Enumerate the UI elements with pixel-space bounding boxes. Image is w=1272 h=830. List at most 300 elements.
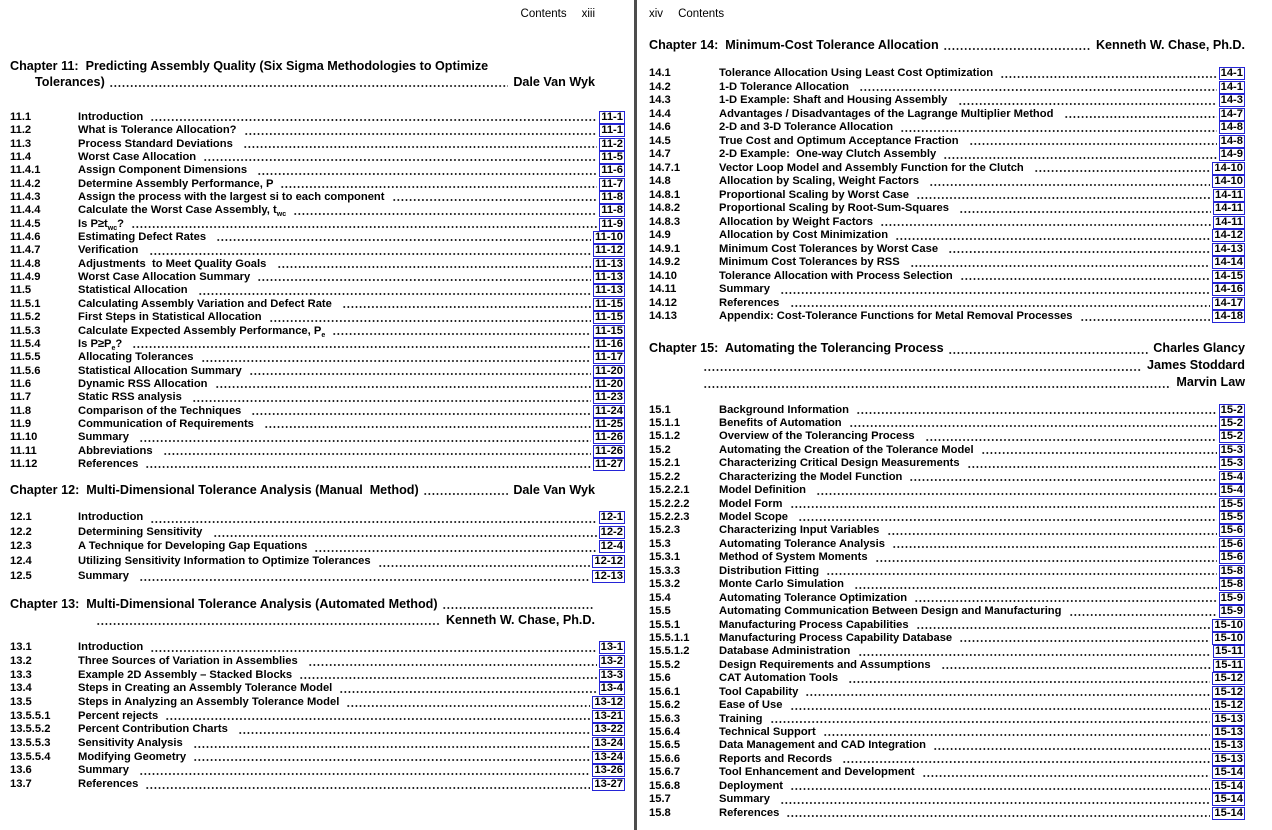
toc-row <box>10 405 625 418</box>
page-link[interactable]: 15-4 <box>1220 484 1243 497</box>
section-title: Allocation by Weight Factors <box>719 215 877 228</box>
dot-leader <box>151 118 597 122</box>
page-link[interactable]: 11-8 <box>601 191 623 204</box>
chapter-author-name: Kenneth W. Chase, Ph.D. <box>1092 38 1245 52</box>
toc-row <box>649 592 1245 605</box>
section-number: 14.6 <box>649 121 671 133</box>
toc-row <box>649 81 1245 95</box>
section-title: Technical Support <box>719 726 819 738</box>
page-link[interactable]: 14-15 <box>1214 269 1243 282</box>
section-number: 15.5 <box>649 605 671 618</box>
page-link[interactable]: 11-13 <box>595 284 623 297</box>
page-link[interactable]: 15-14 <box>1214 779 1243 792</box>
section-number: 15.3 <box>649 537 671 550</box>
page-link[interactable]: 14-11 <box>1215 202 1243 214</box>
chapter-list-right <box>649 37 1245 820</box>
section-number: 14.5 <box>649 134 671 147</box>
page-link[interactable]: 15-8 <box>1220 578 1243 591</box>
dot-leader <box>949 250 1210 254</box>
section-title: Comparison of the Techniques <box>78 404 248 417</box>
page-xiii <box>0 0 634 830</box>
toc-row <box>649 67 1245 81</box>
dot-leader <box>132 225 597 229</box>
page-link[interactable]: 15-14 <box>1214 806 1243 819</box>
section-title: References <box>719 296 786 309</box>
dot-leader <box>204 158 597 162</box>
toc-row <box>10 570 625 585</box>
dot-leader <box>193 399 591 403</box>
chapter-heading-line <box>649 340 1245 357</box>
page-link[interactable]: 13-2 <box>600 654 623 667</box>
section-title: Calculating Assembly Variation and Defect Rate <box>78 297 339 310</box>
section-title: Training <box>719 712 766 725</box>
page-link[interactable]: 14-10 <box>1214 175 1243 187</box>
toc-row <box>10 218 625 231</box>
page-link[interactable]: 13-22 <box>594 723 623 736</box>
page-link[interactable]: 15-10 <box>1214 618 1243 631</box>
section-number: 11.5.6 <box>10 364 41 377</box>
toc-row <box>649 780 1245 793</box>
page-link[interactable]: 11-24 <box>595 404 623 417</box>
toc-row <box>649 672 1245 685</box>
toc-row <box>10 696 625 710</box>
page-link[interactable]: 14-8 <box>1220 134 1243 147</box>
section-title: Three Sources of Variation in Assemblies <box>78 654 304 667</box>
toc-row <box>10 378 625 391</box>
toc-row <box>10 311 625 324</box>
toc-row <box>649 162 1245 176</box>
section-number: 11.4.7 <box>10 244 41 257</box>
section-number: 14.1 <box>649 67 671 79</box>
page-link[interactable]: 12-13 <box>594 569 623 582</box>
dot-leader <box>881 223 1211 227</box>
dot-leader <box>923 774 1211 778</box>
dot-leader <box>817 492 1216 496</box>
page-link[interactable]: 11-15 <box>595 324 623 337</box>
page-link[interactable]: 13-12 <box>594 696 623 708</box>
page-link[interactable]: 14-12 <box>1214 229 1243 241</box>
dot-leader <box>791 707 1211 711</box>
dot-leader <box>252 412 591 416</box>
section-title: Estimating Defect Rates <box>78 231 213 244</box>
page-link[interactable]: 11-2 <box>601 137 623 150</box>
page-link[interactable]: 13-1 <box>600 641 623 654</box>
page-link[interactable]: 13-24 <box>594 750 623 763</box>
page-link[interactable]: 14-3 <box>1220 94 1243 106</box>
section-title: Process Standard Deviations <box>78 137 240 150</box>
page-link[interactable]: 12-1 <box>600 511 623 524</box>
section-number: 14.8.1 <box>649 188 681 201</box>
page-link[interactable]: 11-7 <box>601 177 623 190</box>
chapter-heading <box>649 37 1245 53</box>
dot-leader <box>1065 115 1217 119</box>
page-link[interactable]: 15-5 <box>1220 497 1243 510</box>
section-title: Summary <box>78 431 136 444</box>
chapter-block <box>10 58 625 471</box>
page-link[interactable]: 11-17 <box>595 351 623 364</box>
page-link[interactable]: 13-4 <box>600 682 623 695</box>
chapter-heading <box>10 596 595 628</box>
toc-row <box>649 699 1245 712</box>
dot-leader <box>1070 613 1217 617</box>
page-link[interactable]: 11-20 <box>595 364 623 377</box>
dot-leader <box>961 277 1211 281</box>
dot-leader <box>949 351 1148 355</box>
page-link[interactable]: 12-2 <box>600 525 623 538</box>
toc-entry-list <box>10 111 625 471</box>
toc-row <box>10 271 625 284</box>
dot-leader <box>827 572 1216 576</box>
section-number: 15.5.1 <box>649 618 681 631</box>
toc-row <box>10 151 625 164</box>
toc-row <box>10 737 625 751</box>
page-link[interactable]: 14-1 <box>1220 80 1243 93</box>
section-number: 15.2 <box>649 443 671 456</box>
section-number: 15.6.1 <box>649 685 681 698</box>
section-number: 11.1 <box>10 111 32 123</box>
section-title: Assign the process with the largest si to each component <box>78 191 388 204</box>
section-title: Steps in Analyzing an Assembly Tolerance Model <box>78 696 343 708</box>
page-link[interactable]: 15-13 <box>1214 712 1243 725</box>
dot-leader <box>140 578 590 582</box>
section-number: 11.3 <box>10 137 32 150</box>
running-head-label: Contents <box>678 8 725 20</box>
page-link[interactable]: 15-12 <box>1214 672 1243 685</box>
page-link[interactable]: 15-12 <box>1214 699 1243 712</box>
section-title: Background Information <box>719 403 853 416</box>
section-title: Steps in Creating an Assembly Tolerance Model <box>78 682 336 695</box>
page-link[interactable]: 14-8 <box>1220 121 1243 133</box>
page-link[interactable]: 11-15 <box>595 311 623 324</box>
section-number: 14.9 <box>649 229 671 241</box>
section-number: 15.6.4 <box>649 726 681 738</box>
section-number: 14.7.1 <box>649 161 681 174</box>
dot-leader <box>270 319 591 323</box>
section-number: 15.1 <box>649 403 671 416</box>
section-title: What is Tolerance Allocation? <box>78 124 240 137</box>
chapter-heading-line <box>10 612 595 628</box>
toc-row <box>649 283 1245 297</box>
page-link[interactable]: 15-9 <box>1220 591 1243 604</box>
page-link[interactable]: 15-12 <box>1214 685 1243 698</box>
toc-row <box>10 723 625 737</box>
page-link[interactable]: 11-1 <box>601 124 623 137</box>
section-title-subscript: e <box>321 331 326 339</box>
toc-row <box>10 365 625 378</box>
section-number: 14.12 <box>649 296 677 309</box>
page-link[interactable]: 14-7 <box>1220 107 1243 120</box>
dot-leader <box>799 518 1216 522</box>
dot-leader <box>258 172 597 176</box>
section-title: Advantages / Disadvantages of the Lagrange Multiplier Method <box>719 107 1060 120</box>
dot-leader <box>876 559 1217 563</box>
section-number: 13.5.5.3 <box>10 737 51 750</box>
section-title: Introduction <box>78 511 147 524</box>
section-title: Minimum Cost Tolerances by RSS <box>719 256 906 268</box>
page-link[interactable]: 13-27 <box>594 778 623 791</box>
toc-row <box>649 417 1245 430</box>
section-number: 11.10 <box>10 431 38 444</box>
page-link[interactable]: 11-23 <box>595 391 623 404</box>
toc-row <box>649 94 1245 108</box>
page-link[interactable]: 14-11 <box>1215 215 1243 228</box>
dot-leader <box>309 663 597 667</box>
toc-row <box>10 641 625 655</box>
page-link[interactable]: 11-16 <box>595 337 623 350</box>
section-title: CAT Automation Tools <box>719 672 845 685</box>
section-title: Deployment <box>719 779 787 792</box>
chapter-heading <box>10 58 595 90</box>
dot-leader <box>771 720 1211 724</box>
page-link[interactable]: 11-27 <box>595 457 623 470</box>
dot-leader <box>917 626 1211 630</box>
chapter-heading-line <box>649 374 1245 391</box>
page-link[interactable]: 14-17 <box>1214 296 1243 309</box>
dot-leader <box>704 368 1142 372</box>
page-link[interactable]: 12-12 <box>594 555 623 568</box>
toc-entry-list <box>649 67 1245 324</box>
section-number: 15.6 <box>649 672 671 685</box>
section-title: First Steps in Statistical Allocation <box>78 311 265 324</box>
page-link[interactable]: 13-21 <box>594 709 623 722</box>
section-title: Model Scope <box>719 511 795 523</box>
page-link[interactable]: 11-9 <box>601 217 623 230</box>
toc-row <box>10 682 625 696</box>
dot-leader <box>855 586 1216 590</box>
page-link[interactable]: 11-8 <box>601 204 623 217</box>
toc-row <box>649 686 1245 699</box>
dot-leader <box>97 622 440 626</box>
section-title: True Cost and Optimum Acceptance Fraction <box>719 134 965 147</box>
dot-leader <box>787 814 1210 818</box>
section-title: Dynamic RSS Allocation <box>78 377 211 390</box>
section-title: Statistical Allocation Summary <box>78 364 245 377</box>
toc-row <box>649 726 1245 739</box>
page-link[interactable]: 11-5 <box>601 151 623 164</box>
page-link[interactable]: 11-10 <box>595 231 623 244</box>
toc-row <box>10 231 625 244</box>
section-number: 15.6.3 <box>649 712 681 725</box>
toc-row <box>649 807 1245 820</box>
page-link[interactable]: 11-13 <box>595 257 623 270</box>
section-number: 14.9.1 <box>649 242 681 255</box>
section-title: Calculate Expected Assembly Performance, $P_e$ <box>78 324 326 339</box>
page-link[interactable]: 15-8 <box>1220 564 1243 577</box>
page-link[interactable]: 15-2 <box>1220 430 1243 443</box>
section-number: 13.1 <box>10 641 32 654</box>
page-link[interactable]: 11-20 <box>595 377 623 390</box>
section-number: 12.3 <box>10 540 32 553</box>
dot-leader <box>911 264 1210 268</box>
dot-leader <box>151 520 596 524</box>
page-link[interactable]: 15-13 <box>1214 739 1243 752</box>
toc-row <box>649 793 1245 806</box>
dot-leader <box>982 451 1217 455</box>
dot-leader <box>258 278 591 282</box>
toc-row <box>10 669 625 683</box>
section-number: 14.8.3 <box>649 215 681 228</box>
section-number: 11.12 <box>10 457 38 470</box>
page-link[interactable]: 15-6 <box>1220 524 1243 537</box>
page-link[interactable]: 14-13 <box>1214 242 1243 255</box>
dot-leader <box>1035 169 1210 173</box>
page-link[interactable]: 13-26 <box>594 764 623 777</box>
page-link[interactable]: 15-11 <box>1215 645 1243 658</box>
chapter-block <box>649 37 1245 324</box>
page-link[interactable]: 15-9 <box>1220 605 1243 618</box>
page-link[interactable]: 13-3 <box>600 668 623 681</box>
section-number: 15.1.2 <box>649 430 681 443</box>
section-title: Tolerance Allocation with Process Selection <box>719 269 956 282</box>
section-number: 14.2 <box>649 80 671 93</box>
dot-leader <box>859 653 1212 657</box>
section-title: Proportional Scaling by Root-Sum-Squares <box>719 202 956 214</box>
page-link[interactable]: 15-2 <box>1220 403 1243 416</box>
toc-row <box>649 538 1245 551</box>
page-link[interactable]: 11-12 <box>595 244 623 257</box>
page-link[interactable]: 15-6 <box>1220 551 1243 564</box>
section-number: 15.6.8 <box>649 779 681 792</box>
page-link[interactable]: 14-9 <box>1220 148 1243 160</box>
section-number: 15.6.6 <box>649 752 681 765</box>
page-link[interactable]: 15-13 <box>1214 752 1243 765</box>
toc-row <box>649 484 1245 497</box>
page-link[interactable]: 11-26 <box>595 431 623 444</box>
page-link[interactable]: 15-13 <box>1214 726 1243 738</box>
dot-leader <box>934 747 1210 751</box>
section-title: Adjustments to Meet Quality Goals <box>78 257 273 270</box>
section-number: 15.6.2 <box>649 699 681 712</box>
page-link[interactable]: 11-26 <box>595 444 623 457</box>
dot-leader <box>194 758 590 762</box>
dot-leader <box>281 185 597 189</box>
section-number: 15.2.2.1 <box>649 484 690 497</box>
page-link[interactable]: 14-10 <box>1214 161 1243 174</box>
section-title: Introduction <box>78 641 147 654</box>
dot-leader <box>443 606 593 610</box>
section-title: Summary <box>719 793 777 806</box>
section-number: 13.4 <box>10 682 32 695</box>
dot-leader <box>970 142 1217 146</box>
page-link[interactable]: 14-18 <box>1214 310 1243 322</box>
dot-leader <box>110 84 508 88</box>
section-number: 11.4.8 <box>10 257 41 270</box>
section-title: Utilizing Sensitivity Information to Optimize Tolerances <box>78 555 374 568</box>
chapter-heading-line <box>649 357 1245 374</box>
page-link[interactable]: 14-16 <box>1214 283 1243 295</box>
section-number: 13.5.5.4 <box>10 750 51 763</box>
section-number: 11.5.2 <box>10 311 41 324</box>
page-link[interactable]: 11-1 <box>601 111 623 123</box>
dot-leader <box>133 345 591 349</box>
section-number: 11.4.4 <box>10 204 41 217</box>
dot-leader <box>1081 318 1211 322</box>
section-number: 15.5.1.2 <box>649 645 690 658</box>
section-number: 14.9.2 <box>649 256 681 268</box>
page-link[interactable]: 15-3 <box>1220 443 1243 456</box>
chapter-title-text: Chapter 15: Automating the Tolerancing Process <box>649 340 948 355</box>
section-number: 14.3 <box>649 94 671 106</box>
chapter-title-text: Tolerances) <box>35 75 109 89</box>
page-link[interactable]: 15-10 <box>1214 631 1243 644</box>
toc-row <box>649 632 1245 645</box>
page-link[interactable]: 15-5 <box>1220 511 1243 523</box>
toc-row <box>10 244 625 257</box>
section-number: 11.9 <box>10 417 32 430</box>
page-link[interactable]: 12-4 <box>600 540 623 553</box>
section-title-subscript: wc <box>107 224 118 232</box>
section-number: 15.3.1 <box>649 551 681 564</box>
chapter-block <box>10 482 625 584</box>
page-link[interactable]: 15-2 <box>1220 416 1243 429</box>
page-link[interactable]: 15-6 <box>1220 537 1243 550</box>
section-title: Introduction <box>78 111 147 123</box>
section-title: Monte Carlo Simulation <box>719 578 851 591</box>
section-title: Abbreviations <box>78 444 159 457</box>
section-number: 11.4.1 <box>10 164 41 177</box>
section-number: 11.4.6 <box>10 231 41 244</box>
toc-row <box>10 778 625 792</box>
running-head-left <box>10 8 595 20</box>
page-link[interactable]: 15-14 <box>1214 766 1243 779</box>
toc-row <box>10 431 625 444</box>
section-title: Static RSS analysis <box>78 391 189 404</box>
section-number: 15.6.5 <box>649 739 681 752</box>
section-number: 11.6 <box>10 377 32 390</box>
dot-leader <box>781 291 1210 295</box>
chapter-block <box>649 340 1245 821</box>
dot-leader <box>424 492 508 496</box>
toc-row <box>649 216 1245 230</box>
page-link[interactable]: 11-6 <box>601 164 623 177</box>
page-link[interactable]: 11-13 <box>595 271 623 284</box>
page-link[interactable]: 11-25 <box>595 417 623 430</box>
dot-leader <box>140 772 590 776</box>
chapter-heading <box>10 482 595 498</box>
page-link[interactable]: 15-11 <box>1215 658 1243 671</box>
page-link[interactable]: 11-15 <box>595 297 623 310</box>
page-link[interactable]: 15-4 <box>1220 470 1243 483</box>
page-link[interactable]: 15-3 <box>1220 457 1243 470</box>
dot-leader <box>151 649 596 653</box>
section-number: 11.8 <box>10 404 32 417</box>
chapter-block <box>10 596 625 792</box>
dot-leader <box>968 465 1217 469</box>
page-link[interactable]: 13-24 <box>594 737 623 750</box>
dot-leader <box>214 534 597 538</box>
section-number: 12.4 <box>10 555 32 568</box>
dot-leader <box>704 385 1171 389</box>
dot-leader <box>959 102 1217 106</box>
section-title: Allocating Tolerances <box>78 351 197 364</box>
section-number: 12.2 <box>10 525 32 538</box>
section-title-subscript: e <box>111 345 116 353</box>
page-link[interactable]: 14-14 <box>1214 256 1243 268</box>
section-number: 11.4 <box>10 151 32 164</box>
chapter-heading <box>649 340 1245 391</box>
section-title: Reports and Records <box>719 752 839 765</box>
dot-leader <box>930 183 1210 187</box>
page-link[interactable]: 15-14 <box>1214 793 1243 806</box>
section-title: Allocation by Cost Minimization <box>719 229 892 241</box>
dot-leader <box>199 292 591 296</box>
section-title: References <box>78 778 142 791</box>
toc-row <box>649 229 1245 243</box>
page-link[interactable]: 14-1 <box>1220 67 1243 79</box>
page-link[interactable]: 14-11 <box>1215 188 1243 201</box>
section-title: Calculate the Worst Case Assembly, $t_{wc}$ <box>78 204 287 219</box>
section-title: Automating Tolerance Optimization <box>719 591 911 604</box>
